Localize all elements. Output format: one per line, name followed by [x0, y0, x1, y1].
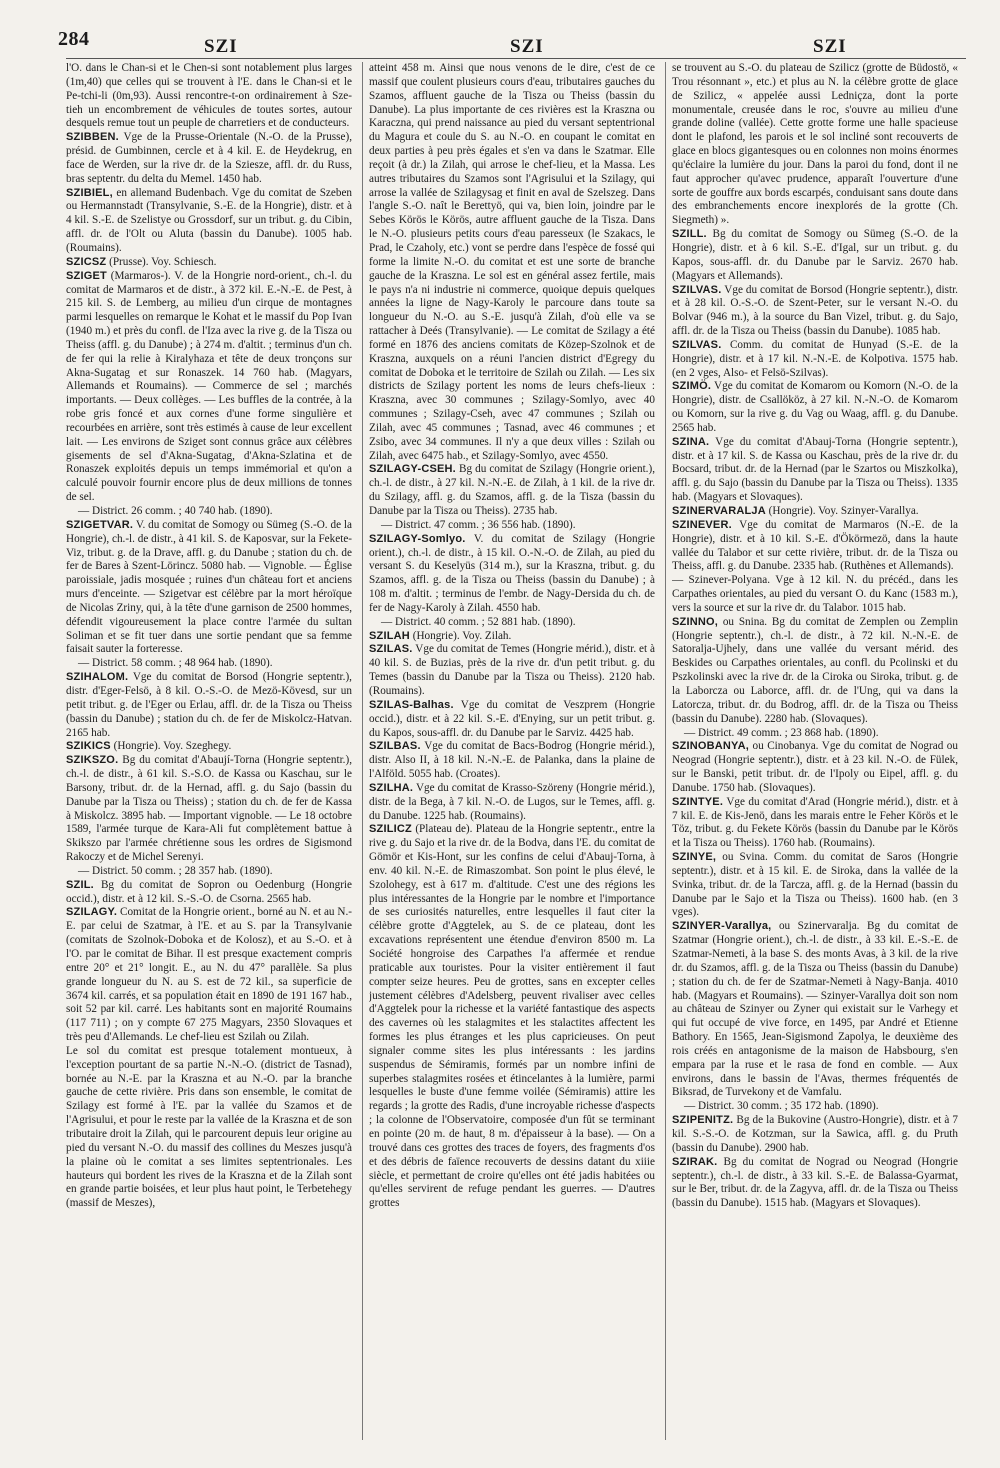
dictionary-entry — [66, 754, 352, 865]
entry-text: Vge du comitat de Borsod (Hongrie septentr.), distr. et à 28 kil. O.-S.-O. de Szent-Peter, sur le versant N.-O. du Bolvar (946 m.), à la source du Ban Vizel, tribut. g. du Sajo, affl. dr. de la Tisza ou Theiss (bassin du Danube). 1085 hab. — [672, 283, 958, 338]
district-line — [66, 657, 352, 671]
entry-continuation — [369, 62, 655, 463]
entry-headword: SZILVAS. — [672, 283, 722, 296]
dictionary-entry — [369, 643, 655, 698]
dictionary-entry — [672, 436, 958, 505]
column-divider — [665, 62, 666, 1440]
column-3 — [672, 62, 958, 1440]
entry-text: Comitat de la Hongrie orient., borné au N. et au N.-E. par celui de Szatmar, à l'E. et au S. par la Transylvanie (comitats de Szolnok-Doboka et de Kolosz), et au S.-O. et à l'O. par le comitat de Bihar. Il est presque exactement compris entre 20° et 21° longit. E., au N. du 47° parallèle. Sa plus grande longueur du N. au S. est de 72 kil., sa superficie de 3674 kil. carrés, et sa population était en 1890 de 191 167 hab., soit 52 par kil. carré. Les habitants sont en majorité Roumains (117 711) ; on y compte 67 275 Magyars, 2350 Slovaques et très peu d'Allemands. Le chef-lieu est Szilah ou Zilah. — [66, 906, 352, 1044]
entry-headword: SZINA. — [672, 435, 710, 448]
entry-text: ou Svina. Comm. du comitat de Saros (Hongrie septentr.), distr. et à 15 kil. E. de Siroka, dans la vallée de la Svinka, tribut. dr. de la Tarcza, affl. g. de la Hernad (bassin du Danube par le Sajo et la Tisza ou Theiss). 1600 hab. (en 3 vges). — [672, 851, 958, 919]
dictionary-entry — [369, 630, 655, 644]
entry-text: Comm. du comitat de Hunyad (S.-E. de la Hongrie), distr. et à 17 kil. N.-N.-E. de Kolpotiva. 1575 hab. (en 2 vges, Also- et Felsö-Szilvas). — [672, 338, 958, 379]
entry-text: Bg du comitat de Sopron ou Oedenburg (Hongrie occid.), distr. et à 12 kil. S.-S.-O. de Csorna. 2565 hab. — [66, 878, 352, 905]
header-rule — [66, 58, 966, 59]
dictionary-entry — [66, 256, 352, 270]
dictionary-entry — [66, 519, 352, 657]
entry-text: ou Snina. Bg du comitat de Zemplen ou Zemplin (Hongrie septentr.), ch.-l. de distr., à 72 kil. N.-N.-E. de Satoralja-Ujhely, dans une vallée du versant mérid. des Beskides ou Carpathes orientales, au confl. du Pcolinski et du Pszkolinski avec la rive dr. de la Ciroka ou Siroka, tribut. g. de la Laborcza ou Laborce, affl. dr. de l'Ung, qui va dans la Latorcza, tribut. dr. du Bodrog, affl. dr. de la Tisza ou Theiss (bassin du Danube). 2280 hab. (Slovaques). — [672, 615, 958, 725]
page-number: 284 — [58, 28, 90, 50]
district-line — [369, 616, 655, 630]
entry-text: ou Cinobanya. Vge du comitat de Nograd ou Neograd (Hongrie septentr.), distr. et à 23 kil. N.-O. de Fülek, sur le Banski, petit tribut. dr. de l'Ipoly ou Eipel, affl. g. du Danube. 1750 hab. (Slovaques). — [672, 740, 958, 794]
entry-headword: SZILAS. — [369, 643, 413, 656]
entry-continuation — [672, 574, 958, 616]
entry-headword: SZICSZ — [66, 255, 107, 268]
dictionary-entry — [66, 671, 352, 740]
entry-text: Bg du comitat de Somogy ou Sümeg (S.-O. de la Hongrie), distr. et à 6 kil. S.-E. d'Igal, sur un tribut. g. du Kapos, sous-affl. dr. du Danube par le Sarviz. 2670 hab. (Magyars et Allemands). — [672, 228, 958, 282]
entry-text: Vge du comitat de Temes (Hongrie mérid.), distr. et à 40 kil. S. de Buzias, près de la rive dr. d'un petit tribut. g. du Temes (bassin du Danube par la Tisza ou Theiss). 2120 hab. (Roumains). — [369, 643, 655, 697]
district-line — [672, 1100, 958, 1114]
entry-text: (Hongrie). Voy. Szinyer-Varallya. — [768, 505, 919, 517]
column-1 — [66, 62, 352, 1440]
entry-text: — District. 49 comm. ; 23 868 hab. (1890). — [684, 726, 879, 739]
entry-headword: SZINNO, — [672, 615, 719, 628]
dictionary-entry — [672, 1156, 958, 1211]
entry-headword: SZINTYE. — [672, 795, 724, 808]
entry-text: V. du comitat de Szilagy (Hongrie orient.), ch.-l. de distr., à 15 kil. O.-N.-O. de Zilah, au pied du versant S. du Keselyüs (314 m.), sur la Kraszna, tribut. g. du Szamos, affl. g. de la Tisza ou Theiss (bassin du Danube) ; à 108 m. d'altit. ; terminus de l'embr. de Nagy-Dersida du ch. de fer de Nagy-Karoly à Zilah. 4550 hab. — [369, 532, 655, 614]
entry-text: (Prusse). Voy. Schiesch. — [109, 255, 217, 268]
district-line — [672, 727, 958, 741]
entry-headword: SZILAH — [369, 629, 410, 642]
dictionary-entry — [672, 920, 958, 1100]
entry-text: (Hongrie). Voy. Zilah. — [412, 629, 512, 642]
entry-text: en allemand Budenbach. Vge du comitat de Szeben ou Hermannstadt (Transylvanie, S.-E. de la Hongrie), distr. et à 4 kil. S.-E. de Szelistye ou Grossdorf, sur un tribut. g. du Cibin, affl. dr. de l'Olt ou Aluta (bassin du Danube). 1005 hab. (Roumains). — [66, 186, 352, 254]
entry-headword: SZIKSZO. — [66, 754, 119, 767]
entry-text: — Szinever-Polyana. Vge à 12 kil. N. du précéd., dans les Carpathes orientales, au pied du versant O. du Kanc (1583 m.), vers la source et sur la rive dr. du Talabor. 1015 hab. — [672, 574, 958, 614]
entry-text: — District. 40 comm. ; 52 881 hab. (1890). — [381, 615, 576, 628]
entry-text: — District. 50 comm. ; 28 357 hab. (1890). — [78, 864, 273, 877]
entry-text: Vge du comitat d'Arad (Hongrie mérid.), distr. et à 7 kil. E. de Kis-Jenö, dans les marais entre le Feher Körös et le Töz, tribut. g. du Fekete Körös (bassin du Danube par le Körös et la Tisza ou Theiss). 1760 hab. (Roumains). — [672, 795, 958, 850]
entry-headword: SZIGETVAR. — [66, 518, 134, 531]
district-line — [66, 505, 352, 519]
entry-text: — District. 30 comm. ; 35 172 hab. (1890). — [684, 1100, 879, 1113]
dictionary-entry — [672, 380, 958, 435]
dictionary-entry — [369, 823, 655, 1211]
dictionary-entry — [672, 228, 958, 283]
running-head-right: SZI — [813, 36, 847, 57]
entry-headword: SZIGET — [66, 269, 107, 282]
dictionary-entry — [66, 270, 352, 505]
entry-text: (Hongrie). Voy. Szeghegy. — [113, 740, 232, 753]
entry-text: Vge du comitat d'Abauj-Torna (Hongrie septentr.), distr. et à 17 kil. S. de Kassa ou Kaschau, près de la rive dr. du Bocsard, tribut. dr. de la Hernad (par le Szartos ou Miszkolka), affl. g. du Sajo (bassin du Danube par la Tisza ou Theiss). 1335 hab. (Magyars et Slovaques). — [672, 435, 958, 504]
dictionary-entry — [672, 284, 958, 339]
entry-text: atteint 458 m. Ainsi que nous venons de le dire, c'est de ce massif que coulent plusieurs cours d'eau, tributaires gauches du Szamos, affluent gauche de la Tisza ou Theiss (bassin du Danube). La plus importante de ces rivières est la Kraszna ou Karaczna, qui prend naissance au pied du versant septentrional du Magura et coule du S. au N.-O. en coupant le comitat en deux parties à peu près égales et s'en va dans le Szatmar. Elle reçoit (à dr.) la Zilah, qui arrose le chef-lieu, et la Massa. Les autres tributaires du Szamos sont l'Agrisului et la Szilagy, qui arrose la vallée de Szilagysag et finit en aval de Szelszeg. Dans l'angle S.-O. naît le Berettyö, qui va, bien loin, joindre par le Sebes Körös le Körös, autre affluent gauche de la Tisza. Dans le N.-O. plusieurs petits cours d'eau paresseux (le Szakacs, le Prad, le Czaholy, etc.) vont se perdre dans l'espèce de fossé qui forme la limite N.-O. du comitat et est une sorte de branche gauche de la Kraszna. Le sol est en général assez fertile, mais le pays n'a ni industrie ni commerce, quoique depuis quelques années la ligne de Nagy-Karoly le parcoure dans toute sa longueur du N.-O. au S.-E. jusqu'à Zilah, d'où elle va se rattacher à Deés (Transylvanie). — Le comitat de Szilagy a été formé en 1876 des anciens comitats de Közep-Szolnok et de Kraszna, auxquels on a réuni l'ancien district d'Egregy du comitat de Doboka et le territoire de Szilah ou Zilah. — Les six districts de Szilagy portent les noms de leurs chefs-lieux : Kraszna, avec 30 communes ; Szilagy-Somlyo, avec 40 communes ; Szilagy-Cseh, avec 47 communes ; Szilah ou Zilah, avec 45 communes ; Tasnad, avec 46 communes ; et Zsibo, avec 34 communes. Il n'y a que deux villes : Szilah ou Zilah, avec 6475 hab., et Szilagy-Somlyo, avec 4550. — [369, 62, 655, 462]
entry-headword: SZIMÖ. — [672, 380, 712, 393]
running-head-left: SZI — [204, 36, 238, 57]
dictionary-entry — [672, 1114, 958, 1156]
dictionary-entry — [672, 339, 958, 381]
entry-headword: SZILICZ — [369, 823, 412, 836]
dictionary-entry — [369, 740, 655, 782]
dictionary-entry — [369, 463, 655, 518]
column-2 — [369, 62, 655, 1440]
entry-text: ou Szinervaralja. Bg du comitat de Szatmar (Hongrie orient.), ch.-l. de distr., à 33 kil. E.-S.-E. de Szatmar-Nemeti, à la base S. des monts Avas, à 3 kil. de la rive dr. du Szamos, affl. g. de la Tisza ou Theiss (bassin du Danube) ; station du ch. de fer de Szatmar-Nemeti à Nagy-Banja. 4010 hab. (Magyars et Roumains). — Szinyer-Varallya doit son nom au château de Szinyer ou Zyner qui existait sur le Varhegy et qui fut occupé de vive force, en 1495, par André et Etienne Bathory. En 1565, Jean-Sigismond Zapolya, le deuxième des rois créés en antagonisme de la maison de Habsbourg, s'en empara par la ruse et le rasa de fond en comble. — Aux environs, dans le bassin de l'Avas, thermes fréquentés de Biksrad, de Turvekony et de Vamfalu. — [672, 920, 958, 1099]
entry-headword: SZIHALOM. — [66, 671, 129, 684]
entry-text: Bg du comitat d'Abaují-Torna (Hongrie septentr.), ch.-l. de distr., à 61 kil. S.-S.O. de Kassa ou Kaschau, sur le Barsony, tribut. dr. de la Hernad, affl. g. du Sajo (bassin du Danube par la Tisza ou Theiss) ; station du ch. de fer de Kassa à Miskolcz. 3895 hab. — Important vignoble. — Le 18 octobre 1589, l'armée turque de Kara-Ali fut complètement battue à Skikszo par l'armée chrétienne sous les ordres de Sigismond Rakoczy et de Michel Serenyi. — [66, 754, 352, 864]
dictionary-entry — [672, 796, 958, 851]
text-columns — [66, 62, 966, 1440]
dictionary-entry — [66, 906, 352, 1044]
entry-text: (Marmaros-). V. de la Hongrie nord-orient., ch.-l. du comitat de Marmaros et de distr., à 372 kil. E.-N.-E. de Pest, à 215 kil. S. de Lemberg, au milieu d'un cirque de montagnes parmi lesquelles on remarque le Kohat et le massif du Pop Ivan (1940 m.) et près du confl. de l'Iza avec la rive g. de la Tisza ou Theiss (affl. g. du Danube) ; à 274 m. d'altit. ; terminus d'un ch. de fer qui la relie à Kiralyhaza et tête de deux tronçons sur Akna-Sugatag et sur Ronaszek. 14 760 hab. (Magyars, Allemands et Roumains). — Commerce de sel ; marchés importants. — Deux collèges. — Les buffles de la contrée, à la robe gris foncé et aux cornes d'une forme singulière et recourbées en arrière, sont très estimés à cause de leur excellent lait. — Les environs de Sziget sont connus grâce aux célèbres gisements de sel d'Akna-Sugatag, d'Akna-Szlatina et de Ronaszek exploités depuis un temps immémorial et qu'on a calculé pouvoir fournir encore plus de deux millions de tonnes de sel. — [66, 269, 352, 504]
entry-continuation — [66, 1045, 352, 1211]
entry-headword: SZINYER-Varallya, — [672, 920, 772, 933]
entry-headword: SZILAGY-CSEH. — [369, 463, 456, 476]
dictionary-entry — [672, 616, 958, 727]
entry-text: se trouvent au S.-O. du plateau de Szilicz (grotte de Büdostö, « Trou résonnant », etc.) et plus au N. la célèbre grotte de glace de Szilicz, « appelée aussi Ledniçza, dont la porte monumentale, creusée dans le roc, s'ouvre au milieu d'une grande doline (vallée). Cette grotte forme une halle spacieuse dont le plafond, les parois et le sol incliné sont recouverts de glace en blocs gigantesques ou en colonnes non moins énormes qu'éclaire la lumière du jour. Dans la paroi du fond, dont il ne faut approcher qu'avec prudence, apparaît l'ouverture d'une sorte de gouffre aux bords escarpés, conduisant sans doute dans des embranchements encore inexplorés de la grotte (Ch. Siegmeth) ». — [672, 62, 958, 227]
dictionary-entry — [369, 782, 655, 824]
entry-text: Le sol du comitat est presque totalement montueux, à l'exception pourtant de sa partie N.-N.-O. (district de Tasnad), bornée au N.-E. par la Kraszna et au N.-O. par la branche gauche de cette rivière. Pris dans son ensemble, le comitat de Szilagy est formé à l'E. par la vallée du Szamos et de l'Agrisului, et pour le reste par la vallée de la Kraszna et de son tributaire droit la Zilah, qui le parcourent depuis leur origine au pied du versant N.-O. du massif des collines du Meszes jusqu'à la plaine où le comitat a ses limites septentrionales. Les hauteurs qui bordent les rives de la Kraszna et de la Zilah sont en grande partie boisées, et leur plus haut point, le Terbetehegy (massif de Meszes), — [66, 1044, 352, 1210]
entry-text: Vge de la Prusse-Orientale (N.-O. de la Prusse), présid. de Gumbinnen, cercle et à 4 kil. E. de Heydekrug, en face de Werden, sur la rive dr. de la Sziesze, affl. dr. du Russ, bras septentr. du delta du Memel. 1450 hab. — [66, 131, 352, 185]
entry-headword: SZILVAS. — [672, 338, 722, 351]
entry-text: Vge du comitat de Komarom ou Komorn (N.-O. de la Hongrie), distr. de Csallököz, à 27 kil. N.-N.-O. de Komarom ou Komorn, sur la rive g. du Vag ou Waag, affl. g. du Danube. 2565 hab. — [672, 380, 958, 434]
running-head-center: SZI — [510, 36, 544, 57]
dictionary-entry — [369, 699, 655, 741]
entry-text: — District. 26 comm. ; 40 740 hab. (1890). — [78, 505, 273, 517]
entry-headword: SZINOBANYA, — [672, 740, 749, 753]
entry-headword: SZIRAK. — [672, 1155, 718, 1168]
entry-headword: SZIKICS — [66, 740, 111, 753]
entry-headword: SZIPENITZ. — [672, 1114, 734, 1127]
dictionary-entry — [672, 851, 958, 920]
district-line — [66, 865, 352, 879]
entry-text: Vge du comitat de Veszprem (Hongrie occid.), distr. et à 22 kil. S.-E. d'Enying, sur un petit tribut. g. du Kapos, sous-affl. dr. du Danube par le Sarviz. 4425 hab. — [369, 698, 655, 739]
entry-text: (Plateau de). Plateau de la Hongrie septentr., entre la rive g. du Sajo et la rive dr. de la Bodva, dans l'E. du comitat de Gömör et Kis-Hont, sur les confins de celui d'Abauj-Torna, à env. 40 kil. N.-E. de Rimaszombat. Son point le plus élevé, le Szolohegy, est à 617 m. d'altitude. C'est une des régions les plus intéressantes de la Hongrie par le nombre et l'importance de ses curiosités naturelles, entre lesquelles il faut citer la célèbre grotte d'Aggtelek, au S. de ce plateau, dont les excavations représentent une étendue d'environ 8500 m. La Société hongroise des Carpathes l'a affermée et rendue praticable aux touristes. Pour la visiter entièrement il faut compter seize heures. Peu de grottes, sans en excepter celles justement célèbres d'Adelsberg, peuvent rivaliser avec celles d'Aggtelek pour la richesse et la variété fantastique des aspects des cavernes où les stalagmites et les stalactites affectent les formes les plus étranges et les plus capricieuses. On peut signaler comme sites les plus intéressants : les jardins suspendus de Sémiramis, formés par un nombre infini de superbes stalagmites rosées et étincelantes à la lumière, parmi lesquelles le buste d'une femme voilée (Sémiramis) attire les regards ; la grotte des Radis, d'une incroyable richesse d'aspects ; la colonne de l'Observatoire, composée d'un fût se terminant en pointe (20 m. de haut, 8 m. d'épaisseur à la base). — On a trouvé dans ces grottes des traces de foyers, des fragments d'os et des débris de faïence recouverts de dessins datant du xiiie siècle, et permettant de croire qu'elles ont été jadis habitées ou qu'elles servirent de refuge pendant les guerres. — D'autres grottes — [369, 823, 655, 1210]
entry-headword: SZILHA. — [369, 781, 414, 794]
column-divider — [362, 62, 363, 1440]
dictionary-entry — [66, 740, 352, 754]
entry-headword: SZILBAS. — [369, 740, 421, 753]
entry-text: V. du comitat de Somogy ou Sümeg (S.-O. de la Hongrie), ch.-l. de distr., à 41 kil. S. de Kaposvar, sur la Fekete-Viz, tribut. g. de la Drave, affl. g. du Danube ; station du ch. de fer de Bares à Szent-Lörincz. 5080 hab. — Vignoble. — Église paroissiale, jadis mosquée ; ruines d'un château fort et anciens murs d'enceinte. — Szigetvar est célèbre par la mort héroïque de Nicolas Zriny, qui, à la tête d'une garnison de 2500 hommes, défendit vigoureusement la place contre l'armée du sultan Soliman et se fit tuer dans une sortie pendant que sa femme faisait sauter la forteresse. — [66, 518, 352, 656]
entry-headword: SZINYE, — [672, 851, 717, 864]
dictionary-entry — [672, 519, 958, 574]
entry-headword: SZINERVARALJA — [672, 505, 766, 517]
entry-continuation — [66, 62, 352, 131]
entry-text: l'O. dans le Chan-si et le Chen-si sont notablement plus larges (1m,40) que celles qui se trouvent à l'E. dans le Chan-si et le Pe-tchi-li (0m,93). Aussi rencontre-t-on ordinairement à Sze-tieh un encombrement de véhicules de toutes sortes, autour desquels remue tout un peuple de charretiers et de conducteurs. — [66, 62, 352, 130]
entry-headword: SZILAS-Balhas. — [369, 698, 454, 711]
dictionary-entry — [66, 131, 352, 186]
entry-text: Vge du comitat de Bacs-Bodrog (Hongrie mérid.), distr. Also II, à 18 kil. N.-N.-E. de Palanka, dans la plaine de l'Alföld. 5055 hab. (Croates). — [369, 740, 655, 781]
entry-continuation — [672, 62, 958, 228]
entry-text: Vge du comitat de Krasso-Szöreny (Hongrie mérid.), distr. de la Bega, à 7 kil. N.-O. de Lugos, sur le Temes, affl. g. du Danube. 1225 hab. (Roumains). — [369, 781, 655, 822]
entry-text: Vge du comitat de Marmaros (N.-E. de la Hongrie), distr. et à 10 kil. S.-E. d'Ökörmezö, dans la haute vallée du Talabor et sur cette rivière, tribut. dr. de la Tisza ou Theiss, affl. g. du Danube. 2335 hab. (Ruthènes et Allemands). — [672, 518, 958, 573]
entry-text: — District. 58 comm. ; 48 964 hab. (1890). — [78, 657, 273, 670]
dictionary-entry — [672, 505, 958, 519]
entry-text: — District. 47 comm. ; 36 556 hab. (1890). — [381, 518, 576, 531]
district-line — [369, 519, 655, 533]
entry-headword: SZILL. — [672, 228, 707, 241]
entry-headword: SZINEVER. — [672, 518, 732, 531]
dictionary-entry — [369, 533, 655, 616]
entry-headword: SZILAGY-Somlyo. — [369, 532, 466, 545]
entry-headword: SZIBIEL, — [66, 186, 113, 199]
entry-text: Vge du comitat de Borsod (Hongrie septentr.), distr. d'Eger-Felsö, à 8 kil. O.-S.-O. de Mezö-Kövesd, sur un petit tribut. g. de l'Eger ou Erlau, affl. dr. de la Tisza ou Theiss (bassin du Danube) ; station du ch. de fer de Miskolcz-Hatvan. 2165 hab. — [66, 671, 352, 739]
dictionary-entry — [672, 740, 958, 795]
dictionary-entry — [66, 879, 352, 907]
entry-headword: SZIBBEN. — [66, 131, 119, 144]
entry-headword: SZIL. — [66, 878, 94, 891]
entry-text: Bg du comitat de Nograd ou Neograd (Hongrie septentr.), ch.-l. de distr., à 33 kil. S.-E. de Balassa-Gyarmat, sur le Ber, tribut. dr. de la Zagyva, affl. dr. de la Tisza ou Theiss (bassin du Danube). 1515 hab. (Magyars et Slovaques). — [672, 1155, 958, 1210]
entry-headword: SZILAGY. — [66, 906, 118, 919]
dictionary-entry — [66, 187, 352, 256]
entry-text: Bg de la Bukovine (Austro-Hongrie), distr. et à 7 kil. S.-S.-O. de Kotzman, sur la Sawica, affl. g. du Pruth (bassin du Danube). 2900 hab. — [672, 1114, 958, 1154]
entry-text: Bg du comitat de Szilagy (Hongrie orient.), ch.-l. de distr., à 27 kil. N.-N.-E. de Zilah, à 1 kil. de la rive dr. du Szilagy, affl. g. du Szamos, affl. g. de la Tisza (bassin du Danube par la Tisza ou Theiss). 2735 hab. — [369, 463, 655, 517]
